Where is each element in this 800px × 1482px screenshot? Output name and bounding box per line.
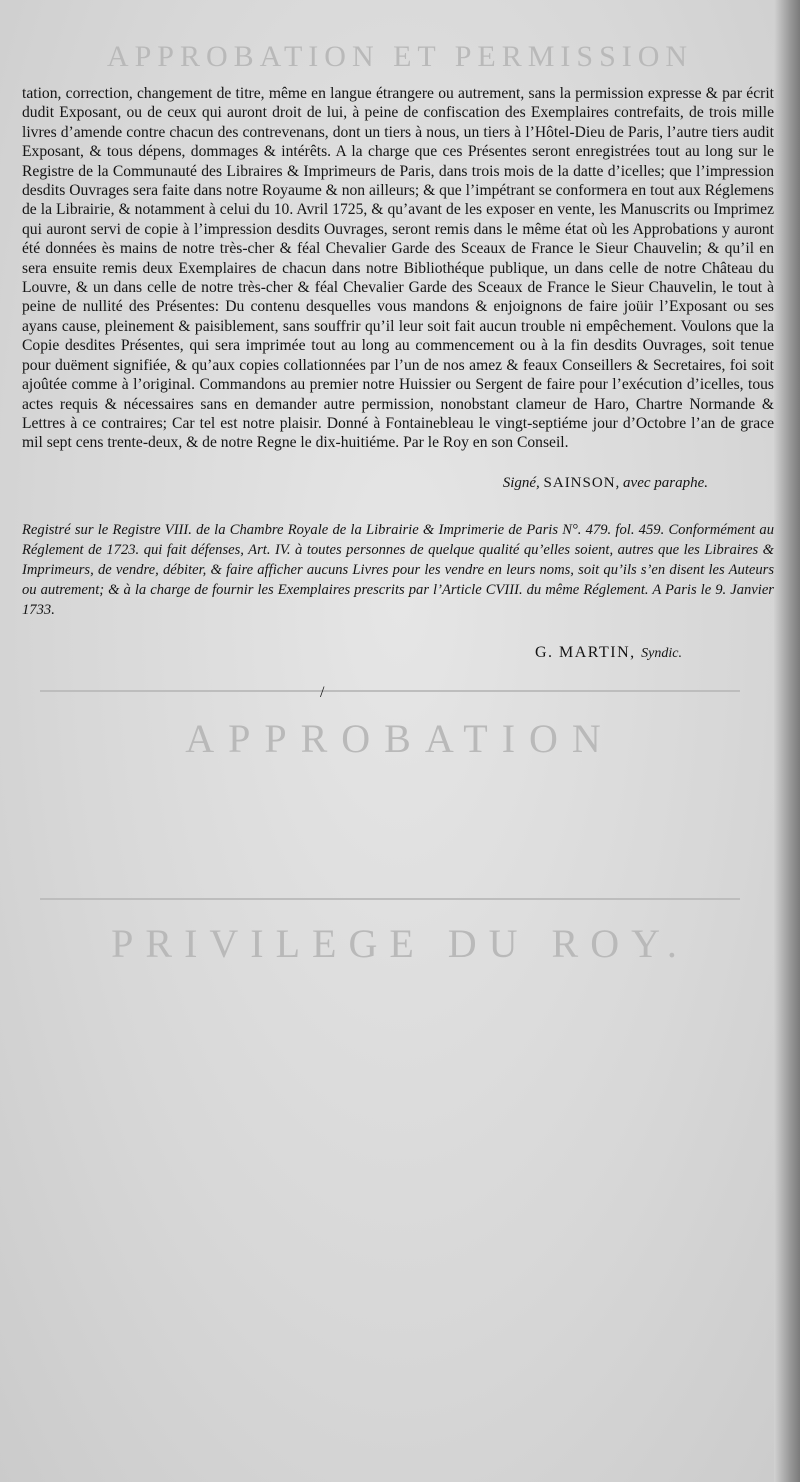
bleed-through-word-privilege: PRIVILEGE DU ROY.: [111, 921, 689, 966]
bleed-through-rule: [40, 690, 740, 692]
signature-line: [22, 475, 708, 492]
signature-prefix: Signé,: [502, 474, 540, 491]
bleed-through-heading-top: APPROBATION ET PERMISSION: [106, 40, 694, 73]
syndic-signature: [22, 644, 682, 662]
document-content: [22, 84, 774, 662]
signature-name: SAINSON: [543, 474, 616, 491]
registry-paragraph: Registré sur le Registre VIII. de la Chambre Royale de la Librairie & Imprimerie de Paris N°. 479. fol. 459. Conformément au Réglement de 1723. qui fait défenses, Art. IV. à toutes personnes de quelque qualité qu’elles soient, autres que les Libraires & Imprimeurs, de vendre, débiter, & faire afficher aucuns Livres pour les vendre en leurs noms, soit qu’ils s’en disent les Auteurs ou autrement; & à la charge de fournir les Exemplaires prescrits par l’Article CVIII. du même Réglement. A Paris le 9. Janvier 1733.: [22, 521, 774, 618]
syndic-role: Syndic.: [641, 645, 682, 661]
bleed-through-rule-2: [40, 898, 740, 900]
stray-mark: /: [320, 684, 325, 701]
syndic-name: G. MARTIN,: [534, 643, 636, 661]
bleed-through-word-approbation: APPROBATION: [185, 716, 615, 761]
privilege-body-text: tation, correction, changement de titre, même en langue étrangere ou autrement, sans la permission expresse & par écrit dudit Exposant, ou de ceux qui auront droit de lui, à peine de confiscation des Exemplaires contrefaits, de trois mille livres d’amende contre chacun des contrevenans, dont un tiers à nous, un tiers à l’Hôtel-Dieu de Paris, l’autre tiers audit Exposant, & tous dépens, dommages & intérêts. A la charge que ces Présentes seront enregistrées tout au long sur le Registre de la Communauté des Libraires & Imprimeurs de Paris, dans trois mois de la datte d’icelles; que l’impression desdits Ouvrages sera faite dans notre Royaume & non ailleurs; & que l’impétrant se conformera en tout aux Réglemens de la Librairie, & notamment à celui du 10. Avril 1725, & qu’avant de les exposer en vente, les Manuscrits ou Imprimez qui auront servi de copie à l’impression desdits Ouvrages, seront remis dans le même état où les Approbations y auront été données ès mains de notre très-cher & féal Chevalier Garde des Sceaux de France le Sieur Chauvelin; & qu’il en sera ensuite remis deux Exemplaires de chacun dans notre Bibliothéque publique, un dans celle de notre Château du Louvre, & un dans celle de notre très-cher & féal Chevalier Garde des Sceaux de France le Sieur Chauvelin, le tout à peine de nullité des Présentes: Du contenu desquelles vous mandons & enjoignons de faire joüir l’Exposant ou ses ayans cause, pleinement & paisiblement, sans souffrir qu’il leur soit fait aucun trouble ni empêchement. Voulons que la Copie desdites Présentes, qui sera imprimée tout au long au commencement ou à la fin desdits Ouvrages, soit tenue pour duëment signifiée, & qu’aux copies collationnées par l’un de nos amez & feaux Conseillers & Secretaires, foi soit ajoûtée comme à l’original. Commandons au premier notre Huissier ou Sergent de faire pour l’exécution d’icelles, tous actes requis & nécessaires sans en demander autre permission, nonobstant clameur de Haro, Chartre Normande & Lettres à ce contraires; Car tel est notre plaisir. Donné à Fontainebleau le vingt-septiéme jour d’Octobre l’an de grace mil sept cens trente-deux, & de notre Regne le dix-huitiéme. Par le Roy en son Conseil.: [22, 85, 774, 452]
signature-suffix: , avec paraphe.: [615, 474, 708, 491]
